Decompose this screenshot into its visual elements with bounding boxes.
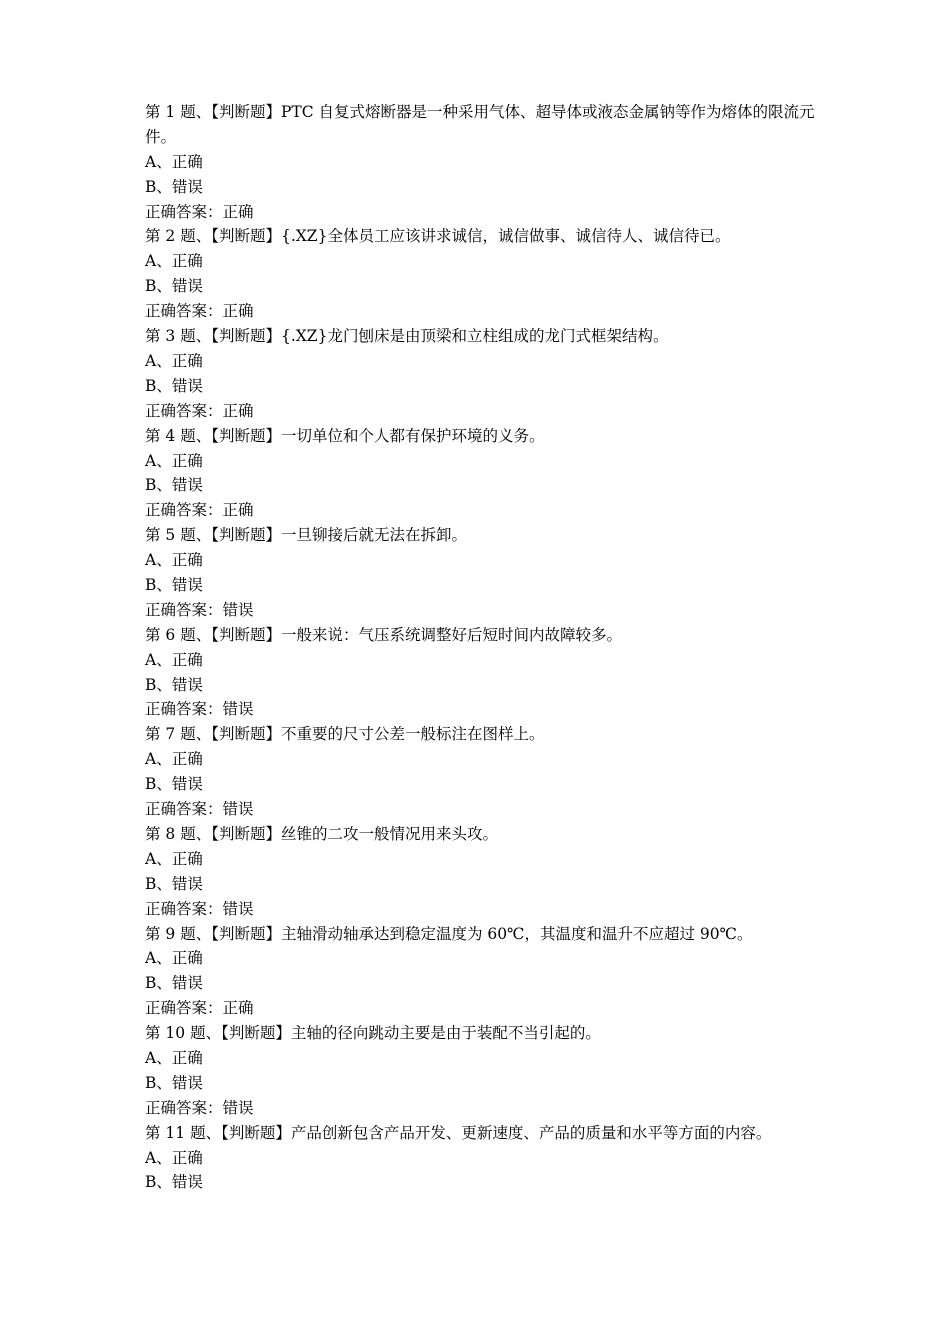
answer-option: A、正确	[145, 750, 203, 769]
question-text: 不重要的尺寸公差一般标注在图样上。	[280, 725, 545, 744]
question-number: 第 4 题、	[145, 426, 212, 445]
question-stem	[145, 1121, 815, 1146]
question-block	[145, 224, 815, 324]
correct-answer-value: 正确	[222, 501, 254, 520]
question-number: 第 9 题、	[145, 924, 212, 943]
question-number: 第 6 题、	[145, 625, 212, 644]
correct-answer-value: 错误	[222, 700, 254, 719]
answer-option: A、正确	[145, 1148, 203, 1167]
question-text: 主轴滑动轴承达到稳定温度为 60℃，其温度和温升不应超过 90℃。	[280, 924, 753, 943]
correct-answer-label: 正确答案：	[145, 401, 223, 420]
question-type-tag: 【判断题】	[211, 725, 281, 744]
correct-answer-value: 错误	[222, 600, 254, 619]
answer-option: B、错误	[145, 376, 203, 395]
correct-answer-value: 正确	[222, 202, 254, 221]
question-type-tag: 【判断题】	[211, 103, 281, 121]
correct-answer-value: 正确	[222, 302, 254, 321]
correct-answer	[145, 1096, 815, 1121]
correct-answer-label: 正确答案：	[145, 1098, 223, 1117]
answer-option: A、正确	[145, 351, 203, 370]
question-stem	[145, 100, 815, 150]
question-number: 第 8 题、	[145, 824, 212, 843]
question-list	[145, 100, 815, 1195]
correct-answer-value: 错误	[222, 800, 254, 819]
question-text: 主轴的径向跳动主要是由于装配不当引起的。	[290, 1024, 601, 1043]
question-stem	[145, 922, 815, 947]
question-stem	[145, 822, 815, 847]
question-number: 第 7 题、	[145, 725, 212, 744]
answer-option: B、错误	[145, 974, 203, 993]
correct-answer	[145, 797, 815, 822]
question-stem	[145, 324, 815, 349]
correct-answer-value: 错误	[222, 899, 254, 918]
question-type-tag: 【判断题】	[211, 526, 281, 545]
answer-option: A、正确	[145, 551, 203, 570]
question-block	[145, 722, 815, 822]
question-block	[145, 100, 815, 224]
question-block	[145, 822, 815, 922]
answer-option: A、正确	[145, 849, 203, 868]
correct-answer-label: 正确答案：	[145, 800, 223, 819]
question-block	[145, 922, 815, 1022]
answer-option: A、正确	[145, 650, 203, 669]
question-block	[145, 523, 815, 623]
correct-answer	[145, 598, 815, 623]
answer-option: A、正确	[145, 949, 203, 968]
correct-answer-label: 正确答案：	[145, 202, 223, 221]
question-text: 一般来说：气压系统调整好后短时间内故障较多。	[280, 625, 622, 644]
question-stem	[145, 523, 815, 548]
correct-answer	[145, 697, 815, 722]
question-type-tag: 【判断题】	[211, 227, 281, 246]
answer-option: A、正确	[145, 152, 203, 171]
correct-answer-label: 正确答案：	[145, 999, 223, 1018]
correct-answer	[145, 299, 815, 324]
correct-answer-label: 正确答案：	[145, 899, 223, 918]
question-block	[145, 623, 815, 723]
question-text: {.XZ}龙门刨床是由顶梁和立柱组成的龙门式框架结构。	[280, 327, 669, 346]
correct-answer-value: 正确	[222, 999, 254, 1018]
question-stem	[145, 1021, 815, 1046]
question-text: 一旦铆接后就无法在拆卸。	[280, 526, 467, 545]
answer-option: B、错误	[145, 775, 203, 794]
question-stem	[145, 722, 815, 747]
question-stem	[145, 623, 815, 648]
question-text: {.XZ}全体员工应该讲求诚信，诚信做事、诚信待人、诚信待已。	[280, 227, 731, 246]
question-type-tag: 【判断题】	[221, 1024, 291, 1043]
answer-option: B、错误	[145, 576, 203, 595]
question-block	[145, 324, 815, 424]
question-block	[145, 1021, 815, 1121]
question-block	[145, 424, 815, 524]
correct-answer-label: 正确答案：	[145, 501, 223, 520]
question-stem	[145, 424, 815, 449]
question-type-tag: 【判断题】	[211, 924, 281, 943]
question-block	[145, 1121, 815, 1196]
answer-option: B、错误	[145, 476, 203, 495]
answer-option: B、错误	[145, 277, 203, 296]
question-type-tag: 【判断题】	[221, 1123, 291, 1142]
answer-option: B、错误	[145, 675, 203, 694]
question-type-tag: 【判断题】	[211, 327, 281, 346]
correct-answer	[145, 399, 815, 424]
question-number: 第 10 题、	[145, 1024, 222, 1043]
question-number: 第 5 题、	[145, 526, 212, 545]
question-text: PTC 自复式熔断器是一种采用气体、超导体或液态金属钠等作为熔体的限流元件。	[145, 103, 815, 146]
correct-answer	[145, 200, 815, 225]
correct-answer-label: 正确答案：	[145, 600, 223, 619]
question-type-tag: 【判断题】	[211, 824, 281, 843]
question-type-tag: 【判断题】	[211, 426, 281, 445]
correct-answer	[145, 498, 815, 523]
question-number: 第 11 题、	[145, 1123, 222, 1142]
correct-answer-value: 正确	[222, 401, 254, 420]
question-number: 第 3 题、	[145, 327, 212, 346]
correct-answer-label: 正确答案：	[145, 302, 223, 321]
correct-answer	[145, 897, 815, 922]
question-number: 第 2 题、	[145, 227, 212, 246]
answer-option: A、正确	[145, 451, 203, 470]
question-stem	[145, 224, 815, 249]
answer-option: A、正确	[145, 252, 203, 271]
answer-option: B、错误	[145, 177, 203, 196]
question-number: 第 1 题、	[145, 103, 212, 121]
answer-option: A、正确	[145, 1049, 203, 1068]
answer-option: B、错误	[145, 1073, 203, 1092]
answer-option: B、错误	[145, 874, 203, 893]
correct-answer	[145, 996, 815, 1021]
correct-answer-label: 正确答案：	[145, 700, 223, 719]
answer-option: B、错误	[145, 1173, 203, 1192]
question-type-tag: 【判断题】	[211, 625, 281, 644]
question-text: 产品创新包含产品开发、更新速度、产品的质量和水平等方面的内容。	[290, 1123, 772, 1142]
question-text: 一切单位和个人都有保护环境的义务。	[280, 426, 545, 445]
correct-answer-value: 错误	[222, 1098, 254, 1117]
question-text: 丝锥的二攻一般情况用来头攻。	[280, 824, 498, 843]
